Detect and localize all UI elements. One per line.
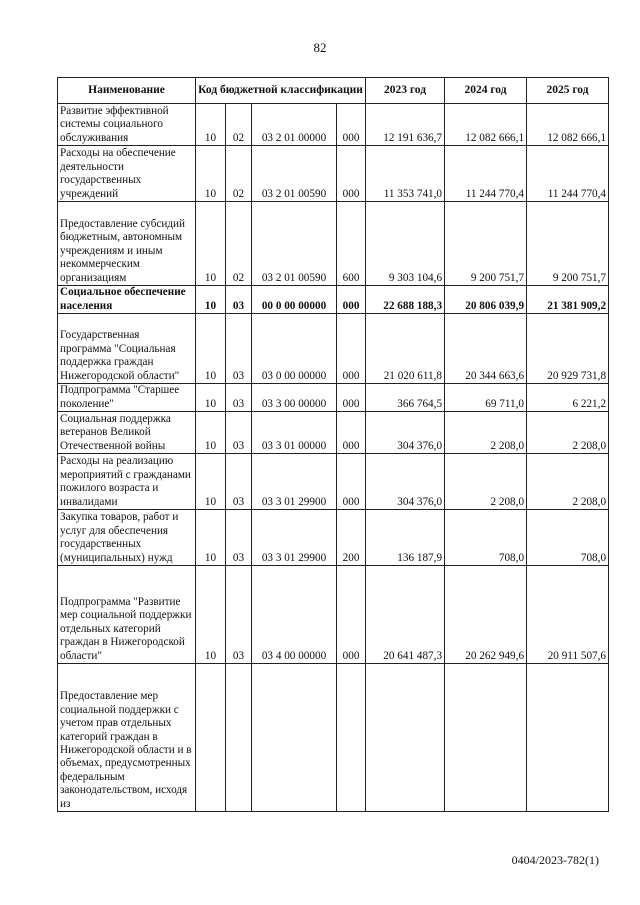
table-row xyxy=(58,664,609,812)
code-expense-type: 600 xyxy=(337,202,366,286)
code-expense-type: 000 xyxy=(337,104,366,146)
header-2025: 2025 год xyxy=(527,78,609,104)
table-row xyxy=(58,146,609,202)
table-row xyxy=(58,104,609,146)
budget-table xyxy=(57,77,609,812)
value-2023: 304 376,0 xyxy=(366,412,445,454)
table-row xyxy=(58,286,609,314)
code-section: 10 xyxy=(196,314,226,384)
row-name: Закупка товаров, работ и услуг для обеспечения государственных (муниципальных) нужд xyxy=(58,510,196,566)
code-target-item: 03 4 00 00000 xyxy=(252,566,337,664)
value-2025: 20 911 507,6 xyxy=(527,566,609,664)
code-expense-type: 000 xyxy=(337,286,366,314)
table-body xyxy=(58,104,609,812)
value-2025: 21 381 909,2 xyxy=(527,286,609,314)
value-2025 xyxy=(527,664,609,812)
row-name: Развитие эффективной системы социального обслуживания xyxy=(58,104,196,146)
code-target-item: 03 3 01 29900 xyxy=(252,510,337,566)
code-target-item: 03 3 00 00000 xyxy=(252,384,337,412)
value-2024: 12 082 666,1 xyxy=(445,104,527,146)
code-target-item: 03 0 00 00000 xyxy=(252,314,337,384)
value-2024: 708,0 xyxy=(445,510,527,566)
code-subsection: 02 xyxy=(226,202,252,286)
code-expense-type: 000 xyxy=(337,146,366,202)
code-section: 10 xyxy=(196,454,226,510)
code-subsection: 03 xyxy=(226,314,252,384)
header-2023: 2023 год xyxy=(366,78,445,104)
value-2025: 11 244 770,4 xyxy=(527,146,609,202)
value-2023 xyxy=(366,664,445,812)
value-2025: 20 929 731,8 xyxy=(527,314,609,384)
code-section: 10 xyxy=(196,286,226,314)
code-expense-type: 200 xyxy=(337,510,366,566)
value-2024: 2 208,0 xyxy=(445,412,527,454)
code-section: 10 xyxy=(196,566,226,664)
value-2024: 9 200 751,7 xyxy=(445,202,527,286)
row-name: Предоставление мер социальной поддержки с учетом прав отдельных категорий граждан в Нижегородской области и в объемах, предусмотренных федеральным законодательством, исходя из xyxy=(58,664,196,812)
row-name: Подпрограмма "Старшее поколение" xyxy=(58,384,196,412)
table-row xyxy=(58,384,609,412)
page-number: 82 xyxy=(313,40,327,55)
value-2023: 9 303 104,6 xyxy=(366,202,445,286)
value-2025: 9 200 751,7 xyxy=(527,202,609,286)
value-2023: 21 020 611,8 xyxy=(366,314,445,384)
row-name: Предоставление субсидий бюджетным, автономным учреждениям и иным некоммерческим организациям xyxy=(58,202,196,286)
value-2024: 69 711,0 xyxy=(445,384,527,412)
code-target-item xyxy=(252,664,337,812)
header-code: Код бюджетной классификации xyxy=(196,78,366,104)
code-section: 10 xyxy=(196,412,226,454)
code-section: 10 xyxy=(196,384,226,412)
value-2023: 366 764,5 xyxy=(366,384,445,412)
code-expense-type: 000 xyxy=(337,384,366,412)
row-name: Расходы на реализацию мероприятий с гражданами пожилого возраста и инвалидами xyxy=(58,454,196,510)
value-2023: 136 187,9 xyxy=(366,510,445,566)
row-name: Расходы на обеспечение деятельности государственных учреждений xyxy=(58,146,196,202)
code-section xyxy=(196,664,226,812)
header-row xyxy=(58,78,609,104)
value-2024: 20 806 039,9 xyxy=(445,286,527,314)
code-target-item: 03 2 01 00590 xyxy=(252,202,337,286)
code-expense-type: 000 xyxy=(337,566,366,664)
row-name: Государственная программа "Социальная поддержка граждан Нижегородской области" xyxy=(58,314,196,384)
value-2025: 12 082 666,1 xyxy=(527,104,609,146)
code-target-item: 00 0 00 00000 xyxy=(252,286,337,314)
value-2024 xyxy=(445,664,527,812)
table-row xyxy=(58,454,609,510)
code-expense-type: 000 xyxy=(337,454,366,510)
value-2025: 708,0 xyxy=(527,510,609,566)
value-2024: 20 344 663,6 xyxy=(445,314,527,384)
value-2024: 2 208,0 xyxy=(445,454,527,510)
header-2024: 2024 год xyxy=(445,78,527,104)
code-expense-type xyxy=(337,664,366,812)
code-target-item: 03 2 01 00590 xyxy=(252,146,337,202)
code-subsection xyxy=(226,664,252,812)
code-subsection: 02 xyxy=(226,146,252,202)
code-subsection: 03 xyxy=(226,510,252,566)
row-name: Социальное обеспечение населения xyxy=(58,286,196,314)
value-2025: 6 221,2 xyxy=(527,384,609,412)
code-subsection: 03 xyxy=(226,384,252,412)
table-row xyxy=(58,314,609,384)
code-expense-type: 000 xyxy=(337,412,366,454)
row-name: Социальная поддержка ветеранов Великой Отечественной войны xyxy=(58,412,196,454)
value-2023: 304 376,0 xyxy=(366,454,445,510)
header-name: Наименование xyxy=(58,78,196,104)
code-section: 10 xyxy=(196,510,226,566)
table-row xyxy=(58,566,609,664)
code-section: 10 xyxy=(196,104,226,146)
value-2024: 20 262 949,6 xyxy=(445,566,527,664)
value-2025: 2 208,0 xyxy=(527,454,609,510)
value-2023: 22 688 188,3 xyxy=(366,286,445,314)
table-row xyxy=(58,510,609,566)
code-subsection: 03 xyxy=(226,286,252,314)
value-2023: 20 641 487,3 xyxy=(366,566,445,664)
row-name: Подпрограмма "Развитие мер социальной поддержки отдельных категорий граждан в Нижегородской области" xyxy=(58,566,196,664)
value-2025: 2 208,0 xyxy=(527,412,609,454)
code-subsection: 03 xyxy=(226,566,252,664)
value-2023: 12 191 636,7 xyxy=(366,104,445,146)
code-section: 10 xyxy=(196,202,226,286)
table-row xyxy=(58,202,609,286)
value-2024: 11 244 770,4 xyxy=(445,146,527,202)
value-2023: 11 353 741,0 xyxy=(366,146,445,202)
code-subsection: 03 xyxy=(226,412,252,454)
code-expense-type: 000 xyxy=(337,314,366,384)
code-target-item: 03 2 01 00000 xyxy=(252,104,337,146)
code-subsection: 03 xyxy=(226,454,252,510)
code-subsection: 02 xyxy=(226,104,252,146)
code-section: 10 xyxy=(196,146,226,202)
code-target-item: 03 3 01 29900 xyxy=(252,454,337,510)
document-footer-code: 0404/2023-782(1) xyxy=(511,853,599,867)
table-row xyxy=(58,412,609,454)
code-target-item: 03 3 01 00000 xyxy=(252,412,337,454)
